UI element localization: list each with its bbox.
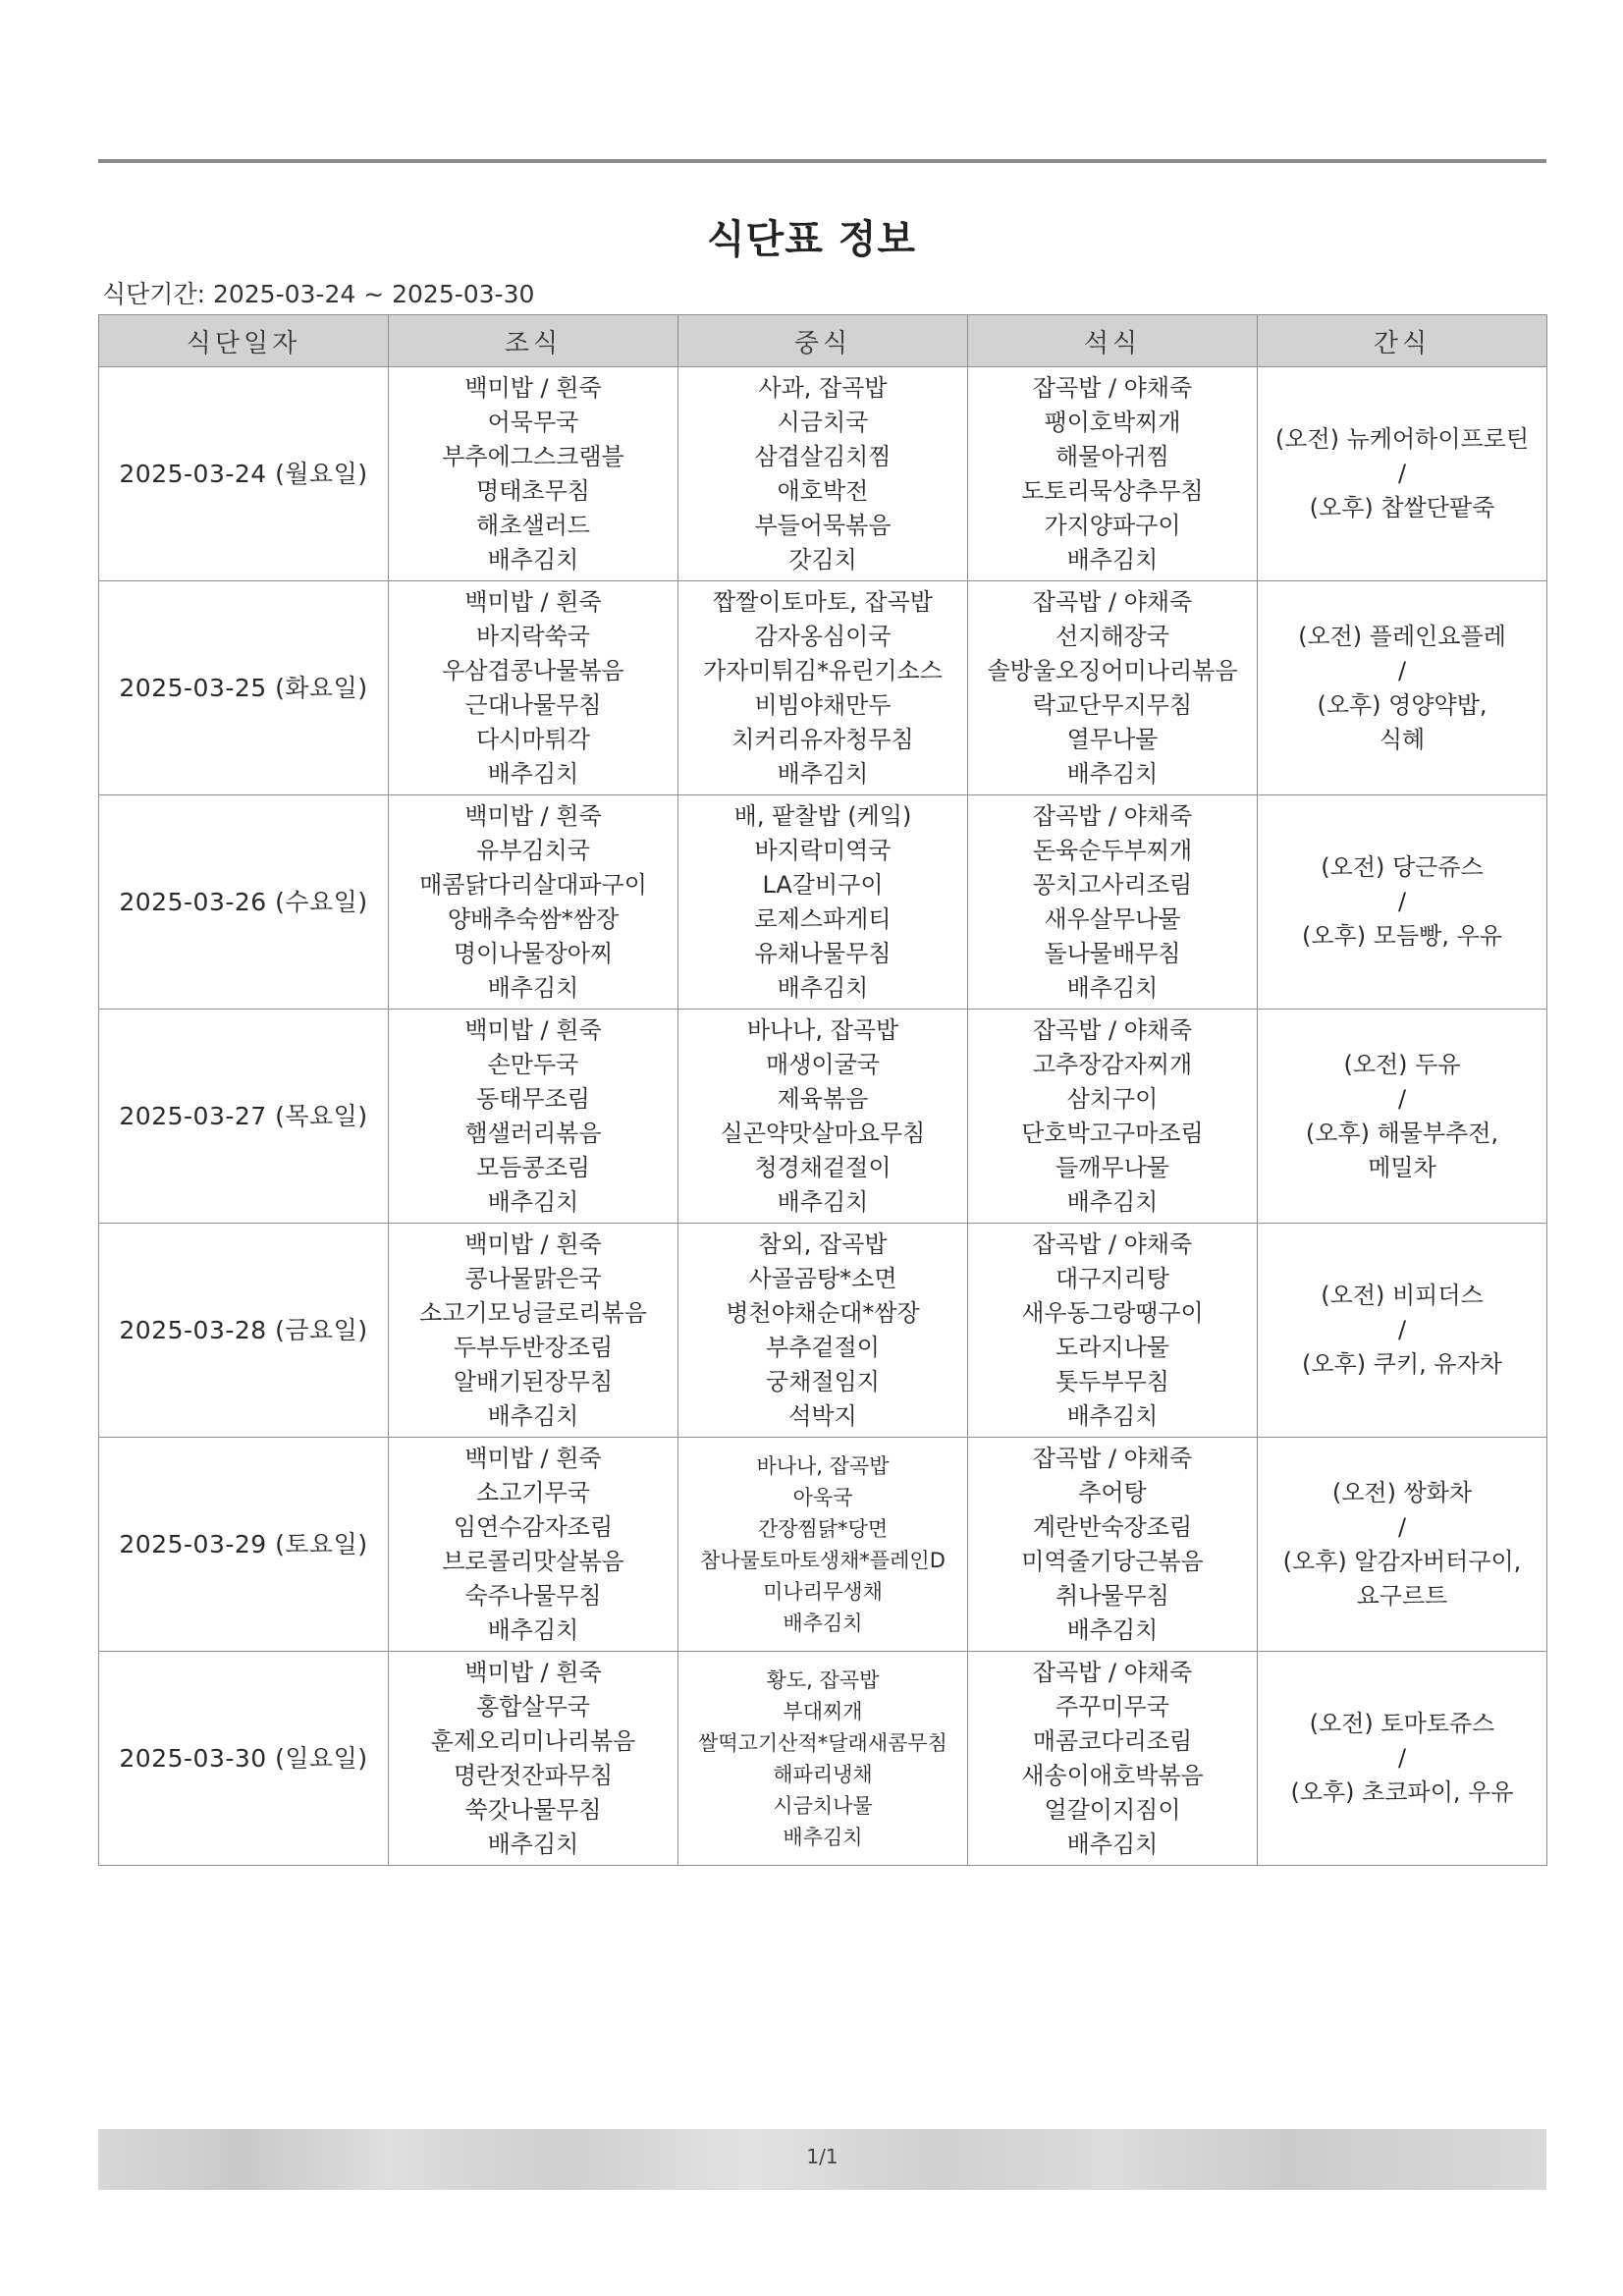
menu-item: 잡곡밥 / 야채죽: [1032, 587, 1193, 616]
date-cell: 2025-03-29 (토요일): [99, 1438, 389, 1652]
menu-item: 부추에그스크램블: [442, 442, 624, 470]
menu-item: 간장찜닭*당면: [757, 1516, 889, 1541]
menu-item: 모듬콩조림: [476, 1153, 590, 1181]
date-cell: 2025-03-30 (일요일): [99, 1652, 389, 1866]
menu-item: (오전) 두유: [1343, 1050, 1461, 1078]
menu-item: (오전) 당근쥬스: [1321, 853, 1484, 881]
lunch-cell: [678, 367, 968, 581]
date-cell: 2025-03-24 (월요일): [99, 367, 389, 581]
menu-item: 실곤약맛살마요무침: [720, 1119, 926, 1147]
menu-item: 어묵무국: [487, 408, 579, 436]
menu-item: 바지락미역국: [754, 836, 892, 864]
table-row: [99, 1010, 1547, 1224]
menu-item: 참나물토마토생채*플레인D: [700, 1548, 946, 1572]
menu-item: 삼겹살김치찜: [754, 442, 892, 470]
table-row: [99, 795, 1547, 1010]
table-row: [99, 367, 1547, 581]
footer-bar: [98, 2129, 1546, 2190]
menu-item: 시금치나물: [773, 1793, 873, 1818]
menu-item: 감자옹심이국: [754, 622, 892, 650]
snack-cell: [1258, 1224, 1547, 1438]
menu-item: 갓김치: [788, 545, 857, 574]
menu-item: 양배추숙쌈*쌈장: [447, 904, 620, 933]
header-dinner: 석식: [968, 315, 1258, 367]
menu-item: 사과, 잡곡밥: [758, 373, 888, 402]
menu-item: 백미밥 / 흰죽: [464, 1230, 602, 1258]
menu-item: 유부김치국: [476, 836, 590, 864]
menu-item: 가자미튀김*유린기소스: [703, 656, 943, 684]
menu-item: 계란반숙장조림: [1032, 1512, 1193, 1541]
menu-item: 들깨무나물: [1055, 1153, 1169, 1181]
header-row: [99, 315, 1547, 367]
menu-item: 아욱국: [792, 1485, 853, 1509]
menu-item: 브로콜리맛살볶음: [442, 1547, 624, 1575]
menu-item: 로제스파게티: [754, 904, 892, 933]
menu-item: 백미밥 / 흰죽: [464, 1444, 602, 1472]
menu-item: /: [1397, 1512, 1407, 1541]
menu-item: 백미밥 / 흰죽: [464, 801, 602, 830]
menu-item: 다시마튀각: [476, 725, 590, 753]
menu-item: 햄샐러리볶음: [464, 1119, 602, 1147]
menu-item: 배추김치: [1066, 1615, 1159, 1644]
dinner-cell: [968, 581, 1258, 795]
menu-item: 배추김치: [487, 759, 579, 788]
menu-item: 열무나물: [1066, 725, 1159, 753]
menu-item: 요구르트: [1356, 1581, 1448, 1610]
header-breakfast: 조식: [389, 315, 678, 367]
menu-item: 새우동그랑땡구이: [1021, 1298, 1204, 1327]
menu-item: 짭짤이토마토, 잡곡밥: [713, 587, 933, 616]
menu-item: 백미밥 / 흰죽: [464, 373, 602, 402]
menu-item: 시금치국: [777, 408, 869, 436]
dinner-cell: [968, 1224, 1258, 1438]
menu-item: /: [1397, 1316, 1407, 1343]
menu-item: 석박지: [788, 1401, 857, 1430]
menu-item: 배추김치: [1066, 545, 1159, 574]
menu-item: 잡곡밥 / 야채죽: [1032, 1444, 1193, 1472]
menu-item: (오후) 영양약밥,: [1317, 690, 1488, 719]
date-cell: 2025-03-28 (금요일): [99, 1224, 389, 1438]
menu-item: 얼갈이지짐이: [1044, 1795, 1181, 1824]
lunch-cell: [678, 795, 968, 1010]
menu-item: 주꾸미무국: [1055, 1692, 1169, 1721]
menu-item: 배추김치: [777, 1187, 869, 1216]
menu-item: 배추김치: [777, 759, 869, 788]
dinner-cell: [968, 367, 1258, 581]
menu-item: 비빔야채만두: [754, 690, 892, 719]
menu-item: 제육볶음: [777, 1084, 869, 1113]
menu-item: /: [1397, 888, 1407, 915]
menu-item: 숙주나물무침: [464, 1581, 602, 1610]
lunch-cell: [678, 1010, 968, 1224]
lunch-cell: [678, 581, 968, 795]
menu-item: (오후) 찹쌀단팥죽: [1309, 494, 1495, 521]
menu-item: 가지양파구이: [1044, 511, 1181, 539]
menu-item: (오후) 모듬빵, 우유: [1302, 922, 1502, 950]
menu-item: /: [1397, 1084, 1407, 1113]
menu-item: (오전) 쌍화차: [1331, 1478, 1473, 1506]
menu-item: (오전) 뉴케어하이프로틴: [1274, 425, 1530, 453]
header-snack: 간식: [1258, 315, 1547, 367]
menu-item: 배추김치: [487, 545, 579, 574]
breakfast-cell: [389, 1010, 678, 1224]
menu-item: 두부두반장조림: [453, 1333, 614, 1361]
menu-period: 식단기간: 2025-03-24 ~ 2025-03-30: [102, 280, 535, 308]
date-cell: 2025-03-27 (목요일): [99, 1010, 389, 1224]
menu-item: 명태초무침: [476, 476, 590, 505]
lunch-cell: [678, 1224, 968, 1438]
menu-item: 팽이호박찌개: [1044, 408, 1181, 436]
menu-item: 백미밥 / 흰죽: [464, 1658, 602, 1686]
menu-item: 쑥갓나물무침: [464, 1795, 602, 1824]
menu-item: /: [1397, 656, 1407, 684]
menu-item: 대구지리탕: [1055, 1264, 1169, 1292]
table-row: [99, 1438, 1547, 1652]
table-row: [99, 581, 1547, 795]
snack-cell: [1258, 1652, 1547, 1866]
menu-item: 치커리유자청무침: [731, 725, 914, 753]
snack-cell: [1258, 581, 1547, 795]
menu-item: 동태무조림: [476, 1084, 590, 1113]
menu-item: 병천야채순대*쌈장: [726, 1298, 920, 1327]
menu-item: 도라지나물: [1055, 1333, 1169, 1361]
menu-item: 홍합살무국: [476, 1692, 590, 1721]
menu-item: 훈제오리미나리볶음: [430, 1726, 636, 1755]
menu-item: /: [1397, 1744, 1407, 1772]
menu-item: 선지해장국: [1055, 622, 1169, 650]
menu-table: [98, 314, 1547, 1866]
breakfast-cell: [389, 1652, 678, 1866]
menu-item: 백미밥 / 흰죽: [464, 587, 602, 616]
menu-item: 궁채절임지: [766, 1367, 880, 1395]
menu-item: 바나나, 잡곡밥: [756, 1453, 890, 1478]
menu-item: 근대나물무침: [464, 690, 602, 719]
breakfast-cell: [389, 1438, 678, 1652]
menu-item: 매생이굴국: [766, 1050, 880, 1078]
menu-item: (오후) 초코파이, 우유: [1290, 1778, 1514, 1806]
menu-item: 배추김치: [1066, 1401, 1159, 1430]
menu-body: [99, 367, 1547, 1866]
menu-item: 고추장감자찌개: [1032, 1050, 1193, 1078]
breakfast-cell: [389, 795, 678, 1010]
menu-item: 배추김치: [783, 1825, 863, 1849]
dinner-cell: [968, 1652, 1258, 1866]
menu-item: 소고기무국: [476, 1478, 590, 1506]
menu-item: 참외, 잡곡밥: [758, 1230, 888, 1258]
menu-item: 잡곡밥 / 야채죽: [1032, 1230, 1193, 1258]
menu-item: 배추김치: [777, 973, 869, 1002]
menu-item: 새우살무나물: [1044, 904, 1181, 933]
menu-item: 잡곡밥 / 야채죽: [1032, 1658, 1193, 1686]
menu-item: 바나나, 잡곡밥: [746, 1015, 899, 1044]
breakfast-cell: [389, 367, 678, 581]
menu-item: LA갈비구이: [762, 870, 884, 899]
header-lunch: 중식: [678, 315, 968, 367]
menu-item: 명란젓잔파무침: [453, 1761, 614, 1789]
menu-item: 돌나물배무침: [1044, 939, 1181, 967]
menu-item: 배추김치: [1066, 1830, 1159, 1858]
menu-item: 잡곡밥 / 야채죽: [1032, 801, 1193, 830]
menu-item: 락교단무지무침: [1032, 690, 1193, 719]
breakfast-cell: [389, 1224, 678, 1438]
menu-item: 미역줄기당근볶음: [1021, 1547, 1204, 1575]
menu-item: 메밀차: [1368, 1153, 1436, 1181]
menu-item: (오후) 쿠키, 유자차: [1302, 1350, 1502, 1378]
menu-item: 배추김치: [487, 973, 579, 1002]
menu-item: (오후) 해물부추전,: [1305, 1119, 1499, 1147]
menu-item: 배추김치: [487, 1615, 579, 1644]
menu-item: 단호박고구마조림: [1021, 1119, 1204, 1147]
menu-item: 부대찌개: [783, 1699, 863, 1723]
menu-item: 부추겉절이: [766, 1333, 880, 1361]
menu-item: 명이나물장아찌: [453, 939, 614, 967]
menu-item: /: [1397, 460, 1407, 487]
menu-item: 손만두국: [487, 1050, 579, 1078]
menu-item: 사골곰탕*소면: [748, 1264, 897, 1292]
menu-item: 배, 팥찰밥 (케잌): [733, 801, 912, 830]
menu-item: 해파리냉채: [773, 1762, 873, 1786]
menu-item: 삼치구이: [1066, 1084, 1159, 1113]
menu-item: 배추김치: [487, 1830, 579, 1858]
dinner-cell: [968, 1438, 1258, 1652]
dinner-cell: [968, 1010, 1258, 1224]
lunch-cell: [678, 1438, 968, 1652]
menu-item: 식혜: [1379, 725, 1426, 753]
page-number: 1/1: [806, 2145, 839, 2168]
menu-item: (오전) 플레인요플레: [1298, 622, 1506, 650]
dinner-cell: [968, 795, 1258, 1010]
page-title: 식단표 정보: [706, 217, 917, 262]
menu-item: 배추김치: [487, 1401, 579, 1430]
menu-item: (오전) 토마토쥬스: [1309, 1710, 1495, 1737]
menu-item: 알배기된장무침: [453, 1367, 614, 1395]
menu-item: 쌀떡고기산적*달래새콤무침: [698, 1730, 947, 1755]
menu-item: 콩나물맑은국: [464, 1264, 602, 1292]
menu-item: 새송이애호박볶음: [1021, 1761, 1204, 1789]
menu-item: 애호박전: [777, 476, 869, 505]
table-row: [99, 1224, 1547, 1438]
snack-cell: [1258, 1438, 1547, 1652]
menu-item: 잡곡밥 / 야채죽: [1032, 1015, 1193, 1044]
menu-item: 우삼겹콩나물볶음: [442, 656, 624, 684]
menu-item: 꽁치고사리조림: [1032, 870, 1193, 899]
menu-item: 해초샐러드: [476, 511, 590, 539]
menu-item: 잡곡밥 / 야채죽: [1032, 373, 1193, 402]
menu-item: 배추김치: [1066, 759, 1159, 788]
menu-item: 도토리묵상추무침: [1021, 476, 1204, 505]
menu-item: 배추김치: [783, 1611, 863, 1635]
menu-item: 부들어묵볶음: [754, 511, 892, 539]
date-cell: 2025-03-25 (화요일): [99, 581, 389, 795]
menu-item: 취나물무침: [1055, 1581, 1169, 1610]
header-date: 식단일자: [99, 315, 389, 367]
menu-item: 청경채겉절이: [754, 1153, 892, 1181]
menu-item: 추어탕: [1078, 1478, 1147, 1506]
menu-item: 톳두부무침: [1055, 1367, 1169, 1395]
menu-item: 소고기모닝글로리볶음: [419, 1298, 647, 1327]
menu-item: 솔방울오징어미나리볶음: [987, 656, 1238, 684]
menu-item: 백미밥 / 흰죽: [464, 1015, 602, 1044]
menu-item: 해물아귀찜: [1055, 442, 1169, 470]
menu-item: 유채나물무침: [754, 939, 892, 967]
menu-item: 바지락쑥국: [476, 622, 590, 650]
menu-item: 미나리무생채: [763, 1579, 883, 1604]
menu-item: 황도, 잡곡밥: [766, 1667, 880, 1692]
menu-item: 돈육순두부찌개: [1032, 836, 1193, 864]
date-cell: 2025-03-26 (수요일): [99, 795, 389, 1010]
menu-item: (오후) 알감자버터구이,: [1282, 1547, 1522, 1575]
menu-item: (오전) 비피더스: [1321, 1282, 1484, 1309]
snack-cell: [1258, 1010, 1547, 1224]
breakfast-cell: [389, 581, 678, 795]
snack-cell: [1258, 795, 1547, 1010]
menu-item: 배추김치: [1066, 1187, 1159, 1216]
top-divider: [98, 159, 1546, 163]
menu-item: 배추김치: [1066, 973, 1159, 1002]
menu-item: 배추김치: [487, 1187, 579, 1216]
menu-item: 임연수감자조림: [453, 1512, 614, 1541]
menu-item: 매콤코다리조림: [1032, 1726, 1193, 1755]
snack-cell: [1258, 367, 1547, 581]
menu-item: 매콤닭다리살대파구이: [419, 870, 647, 899]
lunch-cell: [678, 1652, 968, 1866]
table-row: [99, 1652, 1547, 1866]
